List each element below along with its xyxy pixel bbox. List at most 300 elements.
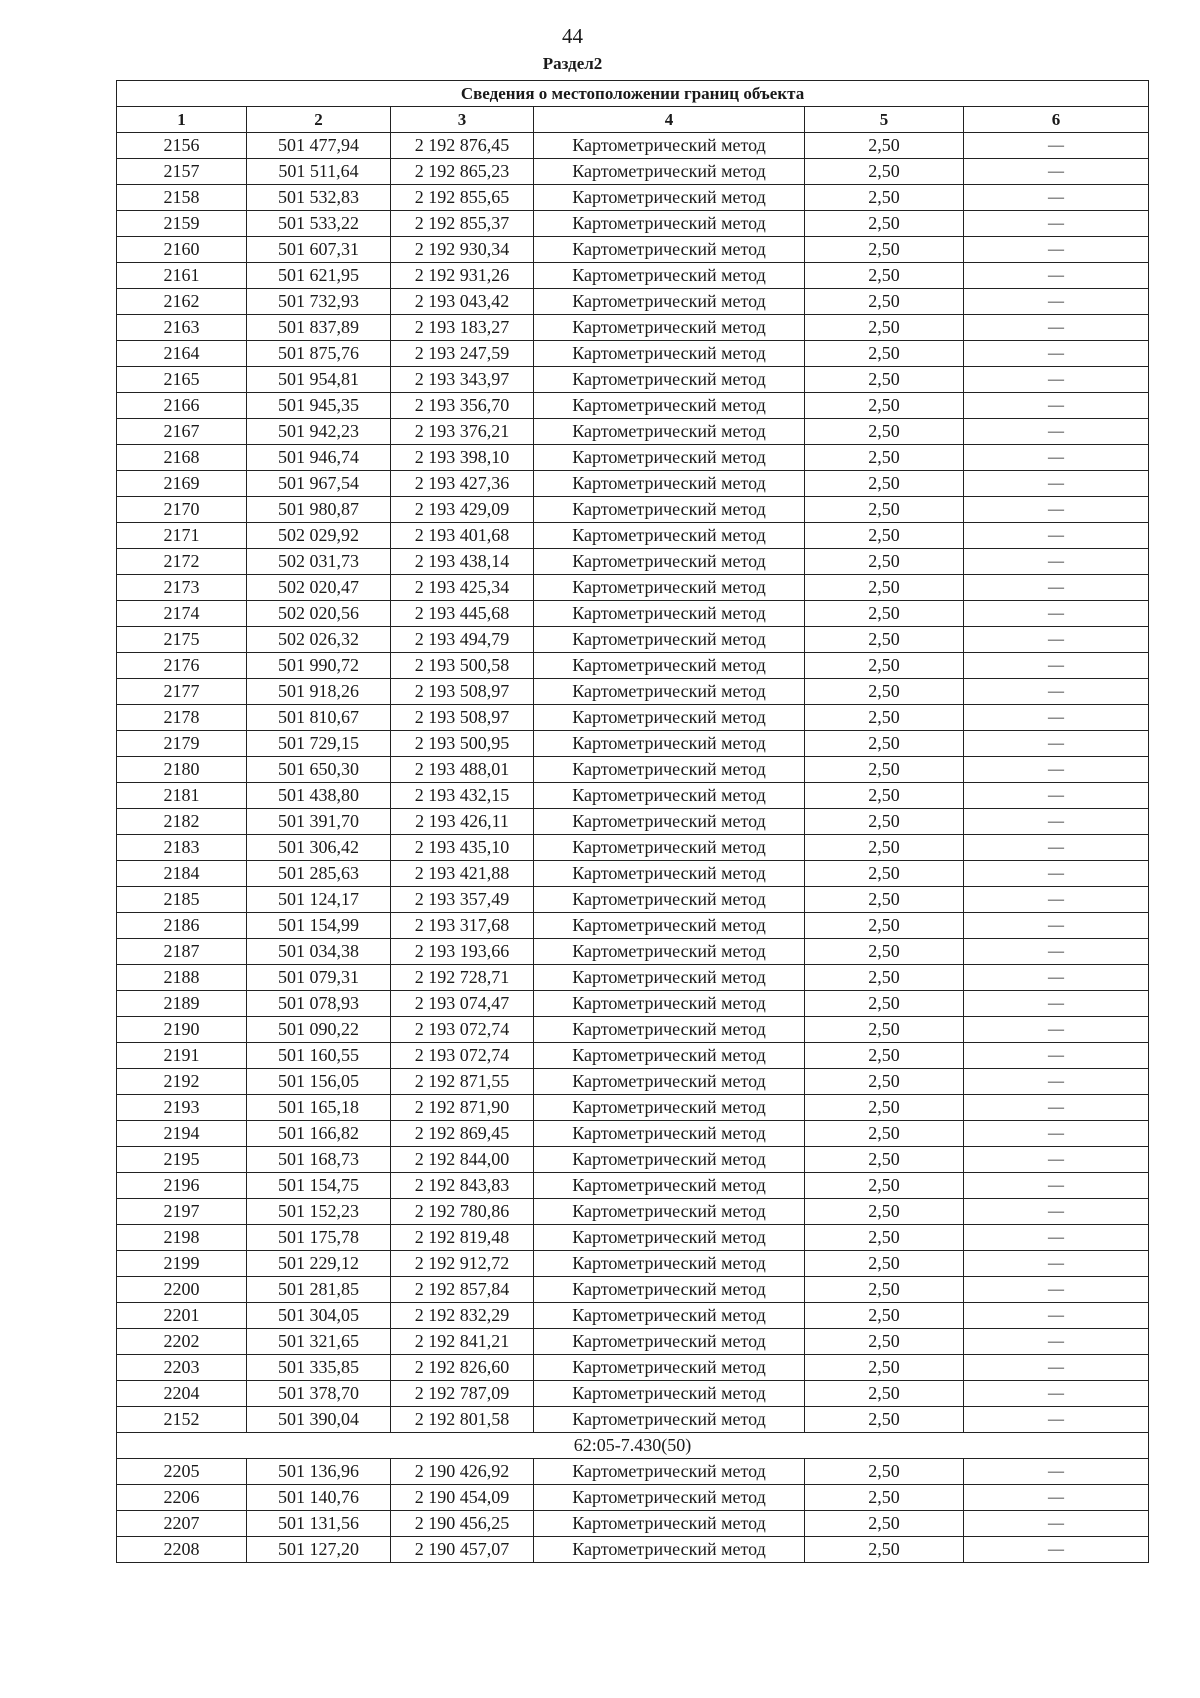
method-cell: Картометрический метод (534, 627, 805, 653)
accuracy-cell: 2,50 (805, 1355, 964, 1381)
table-caption-row (117, 81, 1149, 107)
y-coordinate-cell: 2 193 426,11 (391, 809, 534, 835)
x-coordinate-cell: 501 391,70 (247, 809, 391, 835)
group-label: 62:05-7.430(50) (117, 1433, 1149, 1459)
description-cell: — (964, 1537, 1149, 1563)
description-cell: — (964, 263, 1149, 289)
description-cell: — (964, 627, 1149, 653)
description-cell: — (964, 497, 1149, 523)
description-cell: — (964, 809, 1149, 835)
accuracy-cell: 2,50 (805, 1537, 964, 1563)
y-coordinate-cell: 2 192 876,45 (391, 133, 534, 159)
point-number-cell: 2172 (117, 549, 247, 575)
point-number-cell: 2208 (117, 1537, 247, 1563)
x-coordinate-cell: 501 306,42 (247, 835, 391, 861)
x-coordinate-cell: 501 533,22 (247, 211, 391, 237)
description-cell: — (964, 1355, 1149, 1381)
column-header: 6 (964, 107, 1149, 133)
y-coordinate-cell: 2 193 429,09 (391, 497, 534, 523)
accuracy-cell: 2,50 (805, 471, 964, 497)
description-cell: — (964, 575, 1149, 601)
y-coordinate-cell: 2 192 931,26 (391, 263, 534, 289)
table-row (117, 1069, 1149, 1095)
x-coordinate-cell: 501 650,30 (247, 757, 391, 783)
table-row (117, 1251, 1149, 1277)
method-cell: Картометрический метод (534, 809, 805, 835)
method-cell: Картометрический метод (534, 1381, 805, 1407)
point-number-cell: 2169 (117, 471, 247, 497)
table-row (117, 185, 1149, 211)
point-number-cell: 2207 (117, 1511, 247, 1537)
accuracy-cell: 2,50 (805, 965, 964, 991)
boundary-coordinates-table (116, 80, 1149, 1563)
point-number-cell: 2152 (117, 1407, 247, 1433)
accuracy-cell: 2,50 (805, 835, 964, 861)
description-cell: — (964, 523, 1149, 549)
y-coordinate-cell: 2 193 500,58 (391, 653, 534, 679)
x-coordinate-cell: 501 875,76 (247, 341, 391, 367)
y-coordinate-cell: 2 192 801,58 (391, 1407, 534, 1433)
table-row (117, 471, 1149, 497)
accuracy-cell: 2,50 (805, 1017, 964, 1043)
description-cell: — (964, 991, 1149, 1017)
point-number-cell: 2171 (117, 523, 247, 549)
table-row (117, 263, 1149, 289)
method-cell: Картометрический метод (534, 887, 805, 913)
point-number-cell: 2163 (117, 315, 247, 341)
point-number-cell: 2167 (117, 419, 247, 445)
y-coordinate-cell: 2 193 072,74 (391, 1017, 534, 1043)
table-row (117, 393, 1149, 419)
point-number-cell: 2189 (117, 991, 247, 1017)
method-cell: Картометрический метод (534, 757, 805, 783)
description-cell: — (964, 783, 1149, 809)
y-coordinate-cell: 2 193 427,36 (391, 471, 534, 497)
x-coordinate-cell: 502 020,56 (247, 601, 391, 627)
description-cell: — (964, 835, 1149, 861)
description-cell: — (964, 1225, 1149, 1251)
method-cell: Картометрический метод (534, 783, 805, 809)
x-coordinate-cell: 501 607,31 (247, 237, 391, 263)
y-coordinate-cell: 2 193 376,21 (391, 419, 534, 445)
table-row (117, 315, 1149, 341)
method-cell: Картометрический метод (534, 705, 805, 731)
point-number-cell: 2158 (117, 185, 247, 211)
table-row (117, 1017, 1149, 1043)
method-cell: Картометрический метод (534, 1173, 805, 1199)
method-cell: Картометрический метод (534, 1485, 805, 1511)
method-cell: Картометрический метод (534, 289, 805, 315)
x-coordinate-cell: 501 124,17 (247, 887, 391, 913)
point-number-cell: 2185 (117, 887, 247, 913)
x-coordinate-cell: 501 438,80 (247, 783, 391, 809)
table-row (117, 601, 1149, 627)
method-cell: Картометрический метод (534, 913, 805, 939)
description-cell: — (964, 705, 1149, 731)
point-number-cell: 2197 (117, 1199, 247, 1225)
y-coordinate-cell: 2 190 457,07 (391, 1537, 534, 1563)
description-cell: — (964, 185, 1149, 211)
accuracy-cell: 2,50 (805, 419, 964, 445)
y-coordinate-cell: 2 193 445,68 (391, 601, 534, 627)
point-number-cell: 2160 (117, 237, 247, 263)
y-coordinate-cell: 2 192 844,00 (391, 1147, 534, 1173)
column-header: 1 (117, 107, 247, 133)
accuracy-cell: 2,50 (805, 1407, 964, 1433)
table-row (117, 549, 1149, 575)
table-row (117, 653, 1149, 679)
table-row (117, 1147, 1149, 1173)
method-cell: Картометрический метод (534, 575, 805, 601)
point-number-cell: 2180 (117, 757, 247, 783)
description-cell: — (964, 237, 1149, 263)
description-cell: — (964, 211, 1149, 237)
accuracy-cell: 2,50 (805, 263, 964, 289)
x-coordinate-cell: 501 034,38 (247, 939, 391, 965)
y-coordinate-cell: 2 193 421,88 (391, 861, 534, 887)
x-coordinate-cell: 501 078,93 (247, 991, 391, 1017)
table-row (117, 1173, 1149, 1199)
y-coordinate-cell: 2 192 728,71 (391, 965, 534, 991)
point-number-cell: 2200 (117, 1277, 247, 1303)
accuracy-cell: 2,50 (805, 497, 964, 523)
accuracy-cell: 2,50 (805, 1173, 964, 1199)
description-cell: — (964, 731, 1149, 757)
table-caption: Сведения о местоположении границ объекта (117, 81, 1149, 107)
point-number-cell: 2184 (117, 861, 247, 887)
method-cell: Картометрический метод (534, 1095, 805, 1121)
table-row (117, 211, 1149, 237)
accuracy-cell: 2,50 (805, 809, 964, 835)
table-row (117, 1485, 1149, 1511)
description-cell: — (964, 159, 1149, 185)
accuracy-cell: 2,50 (805, 1277, 964, 1303)
y-coordinate-cell: 2 193 401,68 (391, 523, 534, 549)
point-number-cell: 2192 (117, 1069, 247, 1095)
y-coordinate-cell: 2 192 871,55 (391, 1069, 534, 1095)
accuracy-cell: 2,50 (805, 575, 964, 601)
x-coordinate-cell: 501 154,99 (247, 913, 391, 939)
table-row (117, 133, 1149, 159)
table-row (117, 731, 1149, 757)
method-cell: Картометрический метод (534, 1511, 805, 1537)
y-coordinate-cell: 2 192 841,21 (391, 1329, 534, 1355)
accuracy-cell: 2,50 (805, 523, 964, 549)
x-coordinate-cell: 501 140,76 (247, 1485, 391, 1511)
method-cell: Картометрический метод (534, 1017, 805, 1043)
accuracy-cell: 2,50 (805, 861, 964, 887)
method-cell: Картометрический метод (534, 341, 805, 367)
method-cell: Картометрический метод (534, 471, 805, 497)
y-coordinate-cell: 2 193 438,14 (391, 549, 534, 575)
y-coordinate-cell: 2 193 508,97 (391, 679, 534, 705)
y-coordinate-cell: 2 193 425,34 (391, 575, 534, 601)
accuracy-cell: 2,50 (805, 1095, 964, 1121)
accuracy-cell: 2,50 (805, 601, 964, 627)
column-header: 3 (391, 107, 534, 133)
table-row (117, 627, 1149, 653)
description-cell: — (964, 1017, 1149, 1043)
x-coordinate-cell: 501 090,22 (247, 1017, 391, 1043)
point-number-cell: 2193 (117, 1095, 247, 1121)
accuracy-cell: 2,50 (805, 1043, 964, 1069)
x-coordinate-cell: 501 304,05 (247, 1303, 391, 1329)
x-coordinate-cell: 502 020,47 (247, 575, 391, 601)
x-coordinate-cell: 501 729,15 (247, 731, 391, 757)
point-number-cell: 2190 (117, 1017, 247, 1043)
method-cell: Картометрический метод (534, 549, 805, 575)
point-number-cell: 2164 (117, 341, 247, 367)
point-number-cell: 2183 (117, 835, 247, 861)
point-number-cell: 2206 (117, 1485, 247, 1511)
x-coordinate-cell: 501 127,20 (247, 1537, 391, 1563)
y-coordinate-cell: 2 192 819,48 (391, 1225, 534, 1251)
method-cell: Картометрический метод (534, 1303, 805, 1329)
y-coordinate-cell: 2 193 508,97 (391, 705, 534, 731)
table-row (117, 159, 1149, 185)
description-cell: — (964, 133, 1149, 159)
table-row (117, 939, 1149, 965)
table-row (117, 1043, 1149, 1069)
table-row (117, 861, 1149, 887)
x-coordinate-cell: 501 335,85 (247, 1355, 391, 1381)
table-row (117, 1537, 1149, 1563)
description-cell: — (964, 1485, 1149, 1511)
column-header: 5 (805, 107, 964, 133)
y-coordinate-cell: 2 193 500,95 (391, 731, 534, 757)
method-cell: Картометрический метод (534, 835, 805, 861)
table-row (117, 367, 1149, 393)
description-cell: — (964, 1069, 1149, 1095)
description-cell: — (964, 1511, 1149, 1537)
method-cell: Картометрический метод (534, 237, 805, 263)
x-coordinate-cell: 501 477,94 (247, 133, 391, 159)
description-cell: — (964, 1199, 1149, 1225)
table-row (117, 237, 1149, 263)
x-coordinate-cell: 501 378,70 (247, 1381, 391, 1407)
description-cell: — (964, 861, 1149, 887)
method-cell: Картометрический метод (534, 1251, 805, 1277)
description-cell: — (964, 1303, 1149, 1329)
point-number-cell: 2176 (117, 653, 247, 679)
x-coordinate-cell: 501 732,93 (247, 289, 391, 315)
y-coordinate-cell: 2 193 357,49 (391, 887, 534, 913)
point-number-cell: 2179 (117, 731, 247, 757)
x-coordinate-cell: 501 285,63 (247, 861, 391, 887)
method-cell: Картометрический метод (534, 1069, 805, 1095)
y-coordinate-cell: 2 193 247,59 (391, 341, 534, 367)
table-row (117, 757, 1149, 783)
point-number-cell: 2199 (117, 1251, 247, 1277)
y-coordinate-cell: 2 193 343,97 (391, 367, 534, 393)
accuracy-cell: 2,50 (805, 731, 964, 757)
table-row (117, 575, 1149, 601)
y-coordinate-cell: 2 190 456,25 (391, 1511, 534, 1537)
x-coordinate-cell: 501 990,72 (247, 653, 391, 679)
x-coordinate-cell: 501 175,78 (247, 1225, 391, 1251)
method-cell: Картометрический метод (534, 315, 805, 341)
y-coordinate-cell: 2 193 435,10 (391, 835, 534, 861)
column-header: 2 (247, 107, 391, 133)
accuracy-cell: 2,50 (805, 887, 964, 913)
point-number-cell: 2156 (117, 133, 247, 159)
description-cell: — (964, 653, 1149, 679)
x-coordinate-cell: 501 281,85 (247, 1277, 391, 1303)
table-row (117, 1407, 1149, 1433)
x-coordinate-cell: 501 165,18 (247, 1095, 391, 1121)
x-coordinate-cell: 501 621,95 (247, 263, 391, 289)
table-row (117, 1121, 1149, 1147)
table-row (117, 887, 1149, 913)
accuracy-cell: 2,50 (805, 211, 964, 237)
accuracy-cell: 2,50 (805, 991, 964, 1017)
description-cell: — (964, 471, 1149, 497)
method-cell: Картометрический метод (534, 731, 805, 757)
description-cell: — (964, 419, 1149, 445)
table-row (117, 1381, 1149, 1407)
description-cell: — (964, 1043, 1149, 1069)
point-number-cell: 2198 (117, 1225, 247, 1251)
page-number: 44 (562, 24, 583, 48)
method-cell: Картометрический метод (534, 1407, 805, 1433)
y-coordinate-cell: 2 192 869,45 (391, 1121, 534, 1147)
method-cell: Картометрический метод (534, 1459, 805, 1485)
x-coordinate-cell: 501 166,82 (247, 1121, 391, 1147)
description-cell: — (964, 1173, 1149, 1199)
y-coordinate-cell: 2 192 855,37 (391, 211, 534, 237)
y-coordinate-cell: 2 190 426,92 (391, 1459, 534, 1485)
point-number-cell: 2173 (117, 575, 247, 601)
point-number-cell: 2177 (117, 679, 247, 705)
accuracy-cell: 2,50 (805, 783, 964, 809)
point-number-cell: 2168 (117, 445, 247, 471)
method-cell: Картометрический метод (534, 1225, 805, 1251)
description-cell: — (964, 1381, 1149, 1407)
x-coordinate-cell: 501 152,23 (247, 1199, 391, 1225)
accuracy-cell: 2,50 (805, 757, 964, 783)
point-number-cell: 2195 (117, 1147, 247, 1173)
y-coordinate-cell: 2 193 398,10 (391, 445, 534, 471)
x-coordinate-cell: 501 321,65 (247, 1329, 391, 1355)
table-row (117, 523, 1149, 549)
method-cell: Картометрический метод (534, 601, 805, 627)
table-row (117, 341, 1149, 367)
description-cell: — (964, 913, 1149, 939)
y-coordinate-cell: 2 193 356,70 (391, 393, 534, 419)
method-cell: Картометрический метод (534, 679, 805, 705)
method-cell: Картометрический метод (534, 185, 805, 211)
description-cell: — (964, 601, 1149, 627)
description-cell: — (964, 757, 1149, 783)
method-cell: Картометрический метод (534, 965, 805, 991)
accuracy-cell: 2,50 (805, 393, 964, 419)
method-cell: Картометрический метод (534, 133, 805, 159)
x-coordinate-cell: 502 031,73 (247, 549, 391, 575)
point-number-cell: 2188 (117, 965, 247, 991)
method-cell: Картометрический метод (534, 1043, 805, 1069)
y-coordinate-cell: 2 192 832,29 (391, 1303, 534, 1329)
x-coordinate-cell: 501 945,35 (247, 393, 391, 419)
accuracy-cell: 2,50 (805, 939, 964, 965)
point-number-cell: 2205 (117, 1459, 247, 1485)
accuracy-cell: 2,50 (805, 1485, 964, 1511)
y-coordinate-cell: 2 190 454,09 (391, 1485, 534, 1511)
table-row (117, 809, 1149, 835)
x-coordinate-cell: 501 511,64 (247, 159, 391, 185)
table-row (117, 1303, 1149, 1329)
accuracy-cell: 2,50 (805, 1511, 964, 1537)
accuracy-cell: 2,50 (805, 289, 964, 315)
x-coordinate-cell: 502 029,92 (247, 523, 391, 549)
accuracy-cell: 2,50 (805, 679, 964, 705)
point-number-cell: 2203 (117, 1355, 247, 1381)
table-row (117, 679, 1149, 705)
point-number-cell: 2186 (117, 913, 247, 939)
table-row (117, 835, 1149, 861)
x-coordinate-cell: 501 954,81 (247, 367, 391, 393)
x-coordinate-cell: 501 079,31 (247, 965, 391, 991)
description-cell: — (964, 1459, 1149, 1485)
method-cell: Картометрический метод (534, 367, 805, 393)
accuracy-cell: 2,50 (805, 1147, 964, 1173)
table-row (117, 1095, 1149, 1121)
table-row (117, 289, 1149, 315)
accuracy-cell: 2,50 (805, 159, 964, 185)
table-row (117, 1225, 1149, 1251)
method-cell: Картометрический метод (534, 991, 805, 1017)
method-cell: Картометрический метод (534, 419, 805, 445)
x-coordinate-cell: 502 026,32 (247, 627, 391, 653)
accuracy-cell: 2,50 (805, 1121, 964, 1147)
x-coordinate-cell: 501 532,83 (247, 185, 391, 211)
group-label-row (117, 1433, 1149, 1459)
point-number-cell: 2174 (117, 601, 247, 627)
accuracy-cell: 2,50 (805, 341, 964, 367)
description-cell: — (964, 1121, 1149, 1147)
method-cell: Картометрический метод (534, 939, 805, 965)
y-coordinate-cell: 2 192 787,09 (391, 1381, 534, 1407)
point-number-cell: 2157 (117, 159, 247, 185)
accuracy-cell: 2,50 (805, 1459, 964, 1485)
description-cell: — (964, 965, 1149, 991)
method-cell: Картометрический метод (534, 1277, 805, 1303)
accuracy-cell: 2,50 (805, 1329, 964, 1355)
table-row (117, 965, 1149, 991)
table-row (117, 419, 1149, 445)
y-coordinate-cell: 2 193 317,68 (391, 913, 534, 939)
x-coordinate-cell: 501 946,74 (247, 445, 391, 471)
description-cell: — (964, 887, 1149, 913)
method-cell: Картометрический метод (534, 1329, 805, 1355)
accuracy-cell: 2,50 (805, 1199, 964, 1225)
accuracy-cell: 2,50 (805, 653, 964, 679)
method-cell: Картометрический метод (534, 263, 805, 289)
x-coordinate-cell: 501 390,04 (247, 1407, 391, 1433)
y-coordinate-cell: 2 192 843,83 (391, 1173, 534, 1199)
method-cell: Картометрический метод (534, 159, 805, 185)
accuracy-cell: 2,50 (805, 237, 964, 263)
point-number-cell: 2187 (117, 939, 247, 965)
y-coordinate-cell: 2 193 494,79 (391, 627, 534, 653)
table-row (117, 1277, 1149, 1303)
description-cell: — (964, 1095, 1149, 1121)
point-number-cell: 2159 (117, 211, 247, 237)
column-header-row (117, 107, 1149, 133)
y-coordinate-cell: 2 193 432,15 (391, 783, 534, 809)
method-cell: Картометрический метод (534, 1147, 805, 1173)
y-coordinate-cell: 2 192 871,90 (391, 1095, 534, 1121)
table-row (117, 1459, 1149, 1485)
